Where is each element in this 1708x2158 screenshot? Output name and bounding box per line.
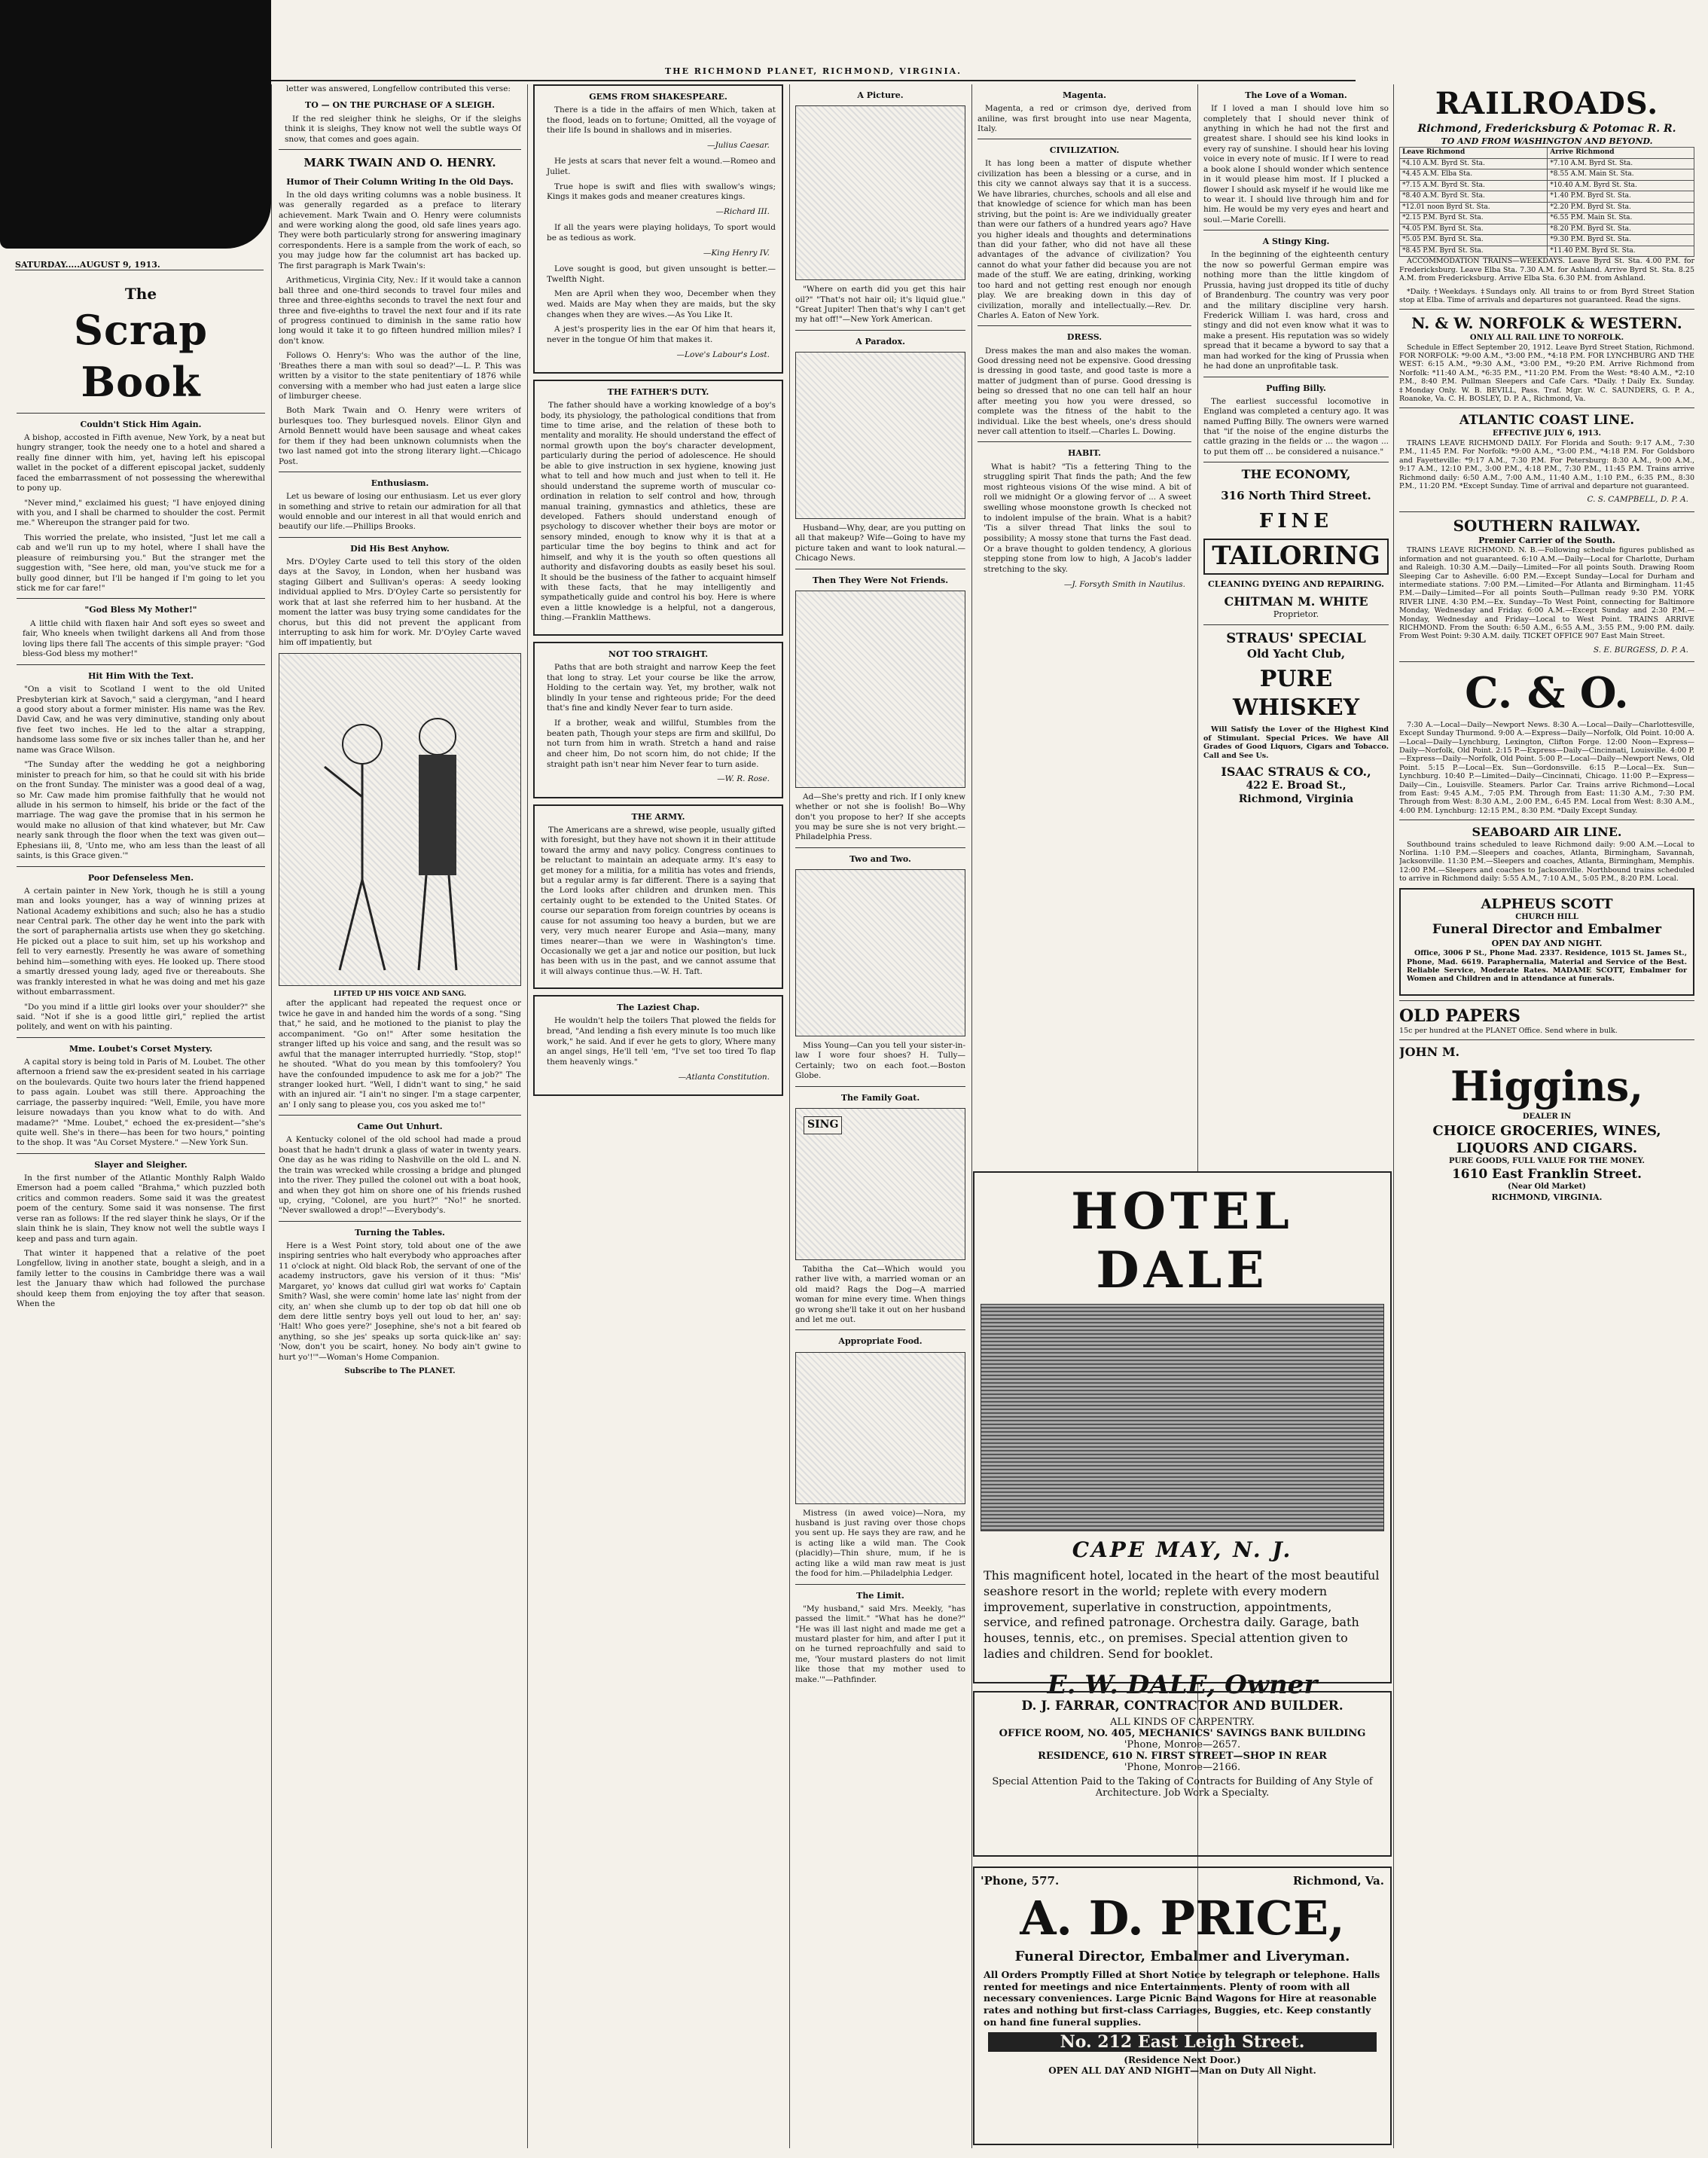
scott-title: Funeral Director and Embalmer xyxy=(1432,922,1662,938)
article-heading: HABIT. xyxy=(1068,448,1101,459)
cartoon-text: "My husband," said Mrs. Meekly, "has passed the limit." "What has he done?" "He was ill last night and made me get a mustard plaster for him, and after I put it on he turned reproachfully and said to me, 'Your mustard plasters do not limit like those that my mother used to make.'"—Pathfinder. xyxy=(795,1604,965,1684)
higgins-address: 1610 East Franklin Street. xyxy=(1451,1166,1642,1182)
cartoon-title: Appropriate Food. xyxy=(838,1336,923,1347)
farrar-line: ALL KINDS OF CARPENTRY. xyxy=(1109,1717,1255,1728)
box-heading: The Laziest Chap. xyxy=(617,1003,700,1013)
article-body: Here is a West Point story, told about one of the awe inspiring sentries who halt everybody who approaches after 11 o'clock at night. Old black Rob, the servant of one of the academy instructors, gave his version of it thus: "Mis' Margaret, yo' knows dat cullud girl wat works fo' Captain Smith? Wasl, she were comin' home late las' night from der city, an' when she clumb up to der top ob dat hill one ob dem dere little sentry boys yell out loud to her, an' say: 'Halt! Who goes yere?' Josephine, she's not a bit feared ob anything, so she jes' speaks up sorta quick-like an' say: 'Now, don't you be scairt, honey. No body ain't gwine to hurt yo'!'"—Woman's Home Companion. xyxy=(279,1241,521,1362)
family-goat-cartoon xyxy=(795,1108,965,1260)
column-7 xyxy=(1399,84,1694,2148)
poem-author: —J. Forsyth Smith in Nautilus. xyxy=(1063,579,1185,589)
fathers-duty-box xyxy=(533,380,783,636)
nw-subheading: ONLY ALL RAIL LINE TO NORFOLK. xyxy=(1469,333,1624,342)
timetable-cell: *7.10 A.M. Byrd St. Sta. xyxy=(1548,158,1694,169)
hotel-owner: E. W. DALE, Owner xyxy=(1047,1669,1318,1700)
poem-text: A little child with flaxen hair And soft eyes so sweet and fair, Who kneels when twilight darkens all And from those loving lips there fall The accents of this simple prayer: "God bless-God bless my mother!" xyxy=(23,618,265,659)
article-heading: Turning the Tables. xyxy=(355,1227,445,1238)
article-heading: Couldn't Stick Him Again. xyxy=(80,419,202,429)
price-ad xyxy=(973,1867,1392,2145)
economy-ad-address: 316 North Third Street. xyxy=(1221,488,1371,502)
farrar-line: RESIDENCE, 610 N. FIRST STREET—SHOP IN REAR xyxy=(1038,1751,1327,1762)
seaboard-heading: SEABOARD AIR LINE. xyxy=(1472,825,1622,840)
article-body: This worried the prelate, who insisted, "Just let me call a cab and we'll run up to my hotel, where I shall have the pleasure of reimbursing you." But the stranger met the suggestion with, "See here, old man, you've stuck me for a bully good dinner, but I'll be hanged if I'm going to let you stick me for car fare!" xyxy=(17,533,265,594)
column-rule xyxy=(527,84,528,2148)
quote-source: —Richard III. xyxy=(715,207,770,216)
hotel-title: HOTEL DALE xyxy=(1071,1182,1294,1299)
singer-illustration xyxy=(279,653,521,986)
higgins-dealer: DEALER IN xyxy=(1522,1112,1572,1121)
article-body: The father should have a working knowledge of a boy's body, its physiology, the pathological conditions that from time to time arise, and the relation of these both to mentality and morality. He should understand the effect of normal growth upon the boy's character development, particularly during the period of adolescence. He should be able to give instruction in sex hygiene, knowing just what to tell and how much and just when to tell it. He should understand the supreme worth of muscular co-ordination in relation to self control and how, through manual training, gymnastics and athletics, these are developed. Fathers should understand enough of psychology to discover whether their boys are motor or sensory minded, enough to know why it is that at a particular time the boy begins to think and act for himself, and why it is the youth so often questions all authority and disfavoring doubts as easily beset his soul. It should be the business of the father to acquaint himself with these facts, that he may intelligently and sympathetically guide and control his boy. Here is where even a little knowledge is a helpful, not a dangerous, thing.—Franklin Matthews. xyxy=(541,401,776,623)
straus-ad-club: Old Yacht Club, xyxy=(1246,647,1346,661)
timetable-row xyxy=(1400,213,1694,224)
timetable-cell: *6.55 P.M. Main St. Sta. xyxy=(1548,213,1694,224)
timetable-cell: *4.45 A.M. Elba Sta. xyxy=(1400,169,1548,181)
article-body: A Kentucky colonel of the old school had made a proud boast that he hadn't drunk a glass of water in twenty years. One day as he was riding to Nashville on the old L. and N. the train was wrecked while crossing a bridge and plunged into the river. They pulled the colonel out with a boat hook, and when they got him on shore one of his friends rushed up, crying, "Colonel, are you hurt?" "No!" he snorted. "Never swallowed a drop!"—Everybody's. xyxy=(279,1135,521,1216)
cartoon-title: Two and Two. xyxy=(849,853,911,864)
economy-ad-title: THE ECONOMY, xyxy=(1241,467,1351,482)
cartoon-title: Then They Were Not Friends. xyxy=(812,575,949,585)
higgins-name: Higgins, xyxy=(1450,1061,1644,1110)
friends-cartoon xyxy=(795,591,965,788)
box-heading: THE FATHER'S DUTY. xyxy=(607,387,709,398)
quote-text: True hope is swift and flies with swallow's wings; Kings it makes gods and meaner creatures kings. xyxy=(547,182,776,202)
article-body: letter was answered, Longfellow contributed this verse: xyxy=(286,84,511,93)
timetable-cell: *8.40 A.M. Byrd St. Sta. xyxy=(1400,191,1548,203)
straus-ad-company: ISAAC STRAUS & CO., xyxy=(1221,764,1371,779)
price-hours: OPEN ALL DAY AND NIGHT—Man on Duty All Night. xyxy=(1048,2065,1316,2077)
timetable-header: Arrive Richmond xyxy=(1548,148,1694,159)
acl-subheading: EFFECTIVE JULY 6, 1913. xyxy=(1492,429,1602,438)
timetable-cell: *8.20 P.M. Byrd St. Sta. xyxy=(1548,224,1694,235)
article-heading: Hit Him With the Text. xyxy=(87,671,194,682)
acl-signature: C. S. CAMPBELL, D. P. A. xyxy=(1587,495,1688,505)
quote-text: Men are April when they woo, December when they wed. Maids are May when they are maids, but the sky changes when they are wives.—As You Like It. xyxy=(547,289,776,319)
economy-ad-proprietor: Proprietor. xyxy=(1273,609,1319,620)
timetable-cell: *4.05 P.M. Byrd St. Sta. xyxy=(1400,224,1548,235)
scrapbook-title: Scrap Book xyxy=(73,305,209,406)
cartoon-sign: SING xyxy=(804,1116,842,1134)
price-phone: 'Phone, 577. xyxy=(981,1874,1060,1888)
timetable-row xyxy=(1400,235,1694,246)
price-name: A. D. PRICE, xyxy=(1020,1891,1345,1946)
timetable-row xyxy=(1400,246,1694,257)
timetable-cell: *9.30 P.M. Byrd St. Sta. xyxy=(1548,235,1694,246)
quote-text: There is a tide in the affairs of men Which, taken at the flood, leads on to fortune; Omitted, all the voyage of their life Is bound in shallows and in miseries. xyxy=(547,105,776,136)
column-rule xyxy=(1393,84,1394,2148)
price-body: All Orders Promptly Filled at Short Notice by telegraph or telephone. Halls rented for meetings and nice Entertainments. Plenty of room with all necessary conveniences. Large Picnic Band Wagons for Hire at reasonable rates and nothing but first-class Carriages, Buggies, etc. Keep constantly on hand fine funeral supplies. xyxy=(984,1969,1380,2028)
straus-ad-title: STRAUS' SPECIAL xyxy=(1226,630,1366,647)
nw-heading: N. & W. NORFOLK & WESTERN. xyxy=(1411,314,1682,333)
article-body: The Americans are a shrewd, wise people, usually gifted with foresight, but they have not shown it in their attitude toward the army and navy policy. Congress continues to be reluctant to maintain an adequate army. It's easy to get money for a militia, for a militia has votes and friends, but a regular army is far different. There is a saying that the Lord looks after children and drunken men. This certainly ought to be extended to the United States. Of course our separation from foreign countries by oceans is cause for not assuming too heavy a burden, but we are very, very much nearer Europe and Asia—many, many times nearer—than we were in Washington's time. Occasionally we get a jar and notice our position, but luck has been with us in the past, and we cannot assume that it will always continue thus.—W. H. Taft. xyxy=(541,825,776,976)
column-rule xyxy=(789,84,790,2148)
article-heading: CIVILIZATION. xyxy=(1049,145,1120,156)
cartoon-text: Husband—Why, dear, are you putting on all that makeup? Wife—Going to have my picture taken and want to look natural.—Chicago News. xyxy=(795,523,965,563)
article-heading: Came Out Unhurt. xyxy=(357,1122,443,1132)
timetable-row xyxy=(1400,224,1694,235)
quote-source: —Love's Labour's Lost. xyxy=(676,349,770,359)
farrar-name: D. J. FARRAR, CONTRACTOR AND BUILDER. xyxy=(1021,1699,1344,1714)
scott-open: OPEN DAY AND NIGHT. xyxy=(1491,939,1603,949)
article-body: "The Sunday after the wedding he got a neighboring minister to preach for him, so that he could sit with his bride on the front Sunday. The minister was a good deal of a wag, so Mr. Caw made him promise faithfully that he would not allude in his sermon to himself, his bride or the fact of the marriage. The wag gave the promise that in his sermon he would make no allusion of that kind whatever, but Mr. Caw nearly sank through the floor when the text was given out—Ephesians iii, 8, 'Unto me, who am less than the least of all saints, is this Grace given.'" xyxy=(17,760,265,861)
higgins-near: (Near Old Market) xyxy=(1508,1183,1586,1192)
article-body: Let us beware of losing our enthusiasm. Let us ever glory in something and strive to retain our admiration for all that would ennoble and our interest in all that would enrich and beautify our life.—Phillips Brooks. xyxy=(279,492,521,532)
column-4 xyxy=(795,84,965,2148)
article-body: In the first number of the Atlantic Monthly Ralph Waldo Emerson had a poem called "Brahma," which puzzled both critics and common readers. Some said it was the greatest poem of the century. Some said it was nonsense. The first verse ran as follows: If the red slayer think he slays, Or if the slain think he is slain, They know not well the subtle ways I keep and pass and turn again. xyxy=(17,1173,265,1244)
poem-text: Paths that are both straight and narrow Keep the feet that long to stray. Let your course be like the arrow, Holding to the certain way. Yet, my brother, walk not blindly In your tense and righteous pride; For the deed that's fine and kindly Never fear to turn aside. xyxy=(547,662,776,713)
scott-location: CHURCH HILL xyxy=(1515,912,1578,921)
nw-schedule: Schedule in Effect September 20, 1912. Leave Byrd Street Station, Richmond. FOR NORFOLK: *9:00 A.M., *3:00 P.M., *4:18 P.M. FOR LYNCHBURG AND THE WEST: 6:15 A.M., *9:30 A.M., *3:00 P.M., *9:20 P.M. Arrive Richmond from Norfolk: *11:40 A.M., *6:35 P.M., *11:20 P.M. From the West: *8:40 A.M., *2:10 P.M., 8:40 P.M. Pullman Sleepers and Cafe Cars. *Daily. †Daily Ex. Sunday. ‡Monday Only. W. B. BEVILL, Pass. Traf. Mgr. W. C. SAUNDERS, G. P. A., Roanoke, Va. C. H. BOSLEY, D. P. A., Richmond, Va. xyxy=(1399,343,1694,404)
straus-ad-whiskey: PURE WHISKEY xyxy=(1232,665,1360,722)
rfp-subheading: TO AND FROM WASHINGTON AND BEYOND. xyxy=(1441,136,1653,147)
singer-drawing xyxy=(279,654,520,985)
economy-ad-owner: CHITMAN M. WHITE xyxy=(1224,594,1368,609)
column-3 xyxy=(533,84,783,2148)
old-papers-title: OLD PAPERS xyxy=(1399,1006,1520,1026)
article-body: If I loved a man I should love him so completely that I should never think of anything in which he had not the first and greatest share. I should see his kind looks in every ray of sunshine. I should hear his loving voice in every note of music. If I were to read a book alone I should wonder which sentence in it would please him most. If I plucked a flower I should ask myself if he would like me to wear it. I should live through him and for him. He would be my very eyes and heart and soul.—Marie Corelli. xyxy=(1203,104,1389,224)
timetable-cell: *8.55 A.M. Main St. Sta. xyxy=(1548,169,1694,181)
railroads-title: RAILROADS. xyxy=(1435,86,1659,121)
straus-ad-body: Will Satisfy the Lover of the Highest Kind of Stimulant. Special Prices. We have All Grades of Good Liquors, Cigars and Tobacco. Call and See Us. xyxy=(1203,725,1389,760)
farrar-ad xyxy=(973,1691,1392,1857)
article-heading: Slayer and Sleigher. xyxy=(94,1159,188,1170)
higgins-first-name: JOHN M. xyxy=(1399,1045,1460,1060)
article-body: "Never mind," exclaimed his guest; "I have enjoyed dining with you, and I shall be charmed to shoulder the cost. Permit me." Whereupon the stranger paid for two. xyxy=(17,498,265,528)
article-body: In the old days writing columns was a noble business. It was generally regarded as a preface to literary achievement. Mark Twain and O. Henry were columnists and were working along the good, old safe lines years ago. They were both particularly strong for answering imaginary correspondents. Here is a sample from the work of each, so you may judge how far the columnist art has backed up. The first paragraph is Mark Twain's: xyxy=(279,190,521,270)
timetable-cell: *12.01 noon Byrd St. Sta. xyxy=(1400,202,1548,213)
verse-text: If the red sleigher think he sleighs, Or if the sleighs think it is sleighs, They know not well the subtle ways Of snow, that comes and goes again. xyxy=(285,114,521,144)
timetable-header: Leave Richmond xyxy=(1400,148,1548,159)
southern-subheading: Premier Carrier of the South. xyxy=(1478,536,1615,546)
verse-heading: TO — ON THE PURCHASE OF A SLEIGH. xyxy=(305,100,495,111)
rfp-heading: Richmond, Fredericksburg & Potomac R. R. xyxy=(1417,123,1676,136)
timetable-cell: *1.40 P.M. Byrd St. Sta. xyxy=(1548,191,1694,203)
shakespeare-box xyxy=(533,84,783,374)
timetable-cell: *7.15 A.M. Byrd St. Sta. xyxy=(1400,180,1548,191)
article-body: Magenta, a red or crimson dye, derived from aniline, was first brought into use near Magenta, Italy. xyxy=(978,104,1191,133)
quote-source: —Julius Caesar. xyxy=(706,141,770,150)
scrapbook-the: The xyxy=(124,285,157,303)
price-subtitle: Funeral Director, Embalmer and Liveryman. xyxy=(1014,1949,1350,1964)
column-rule xyxy=(971,84,972,2148)
column-5 xyxy=(978,84,1191,1169)
economy-ad-tailoring: TAILORING xyxy=(1203,539,1389,575)
illustration-caption: LIFTED UP HIS VOICE AND SANG. xyxy=(334,990,466,998)
article-body: A certain painter in New York, though he is still a young man and looks younger, has a way of winning prizes at National Academy exhibitions and such; also he has a studio near Central park. The other day he went into the park with the sort of paraphernalia artists use when they go sketching. He picked out a place to suit him, set up his workshop and fell to very earnestly. Presently he was aware of something behind him—something with eyes. He looked up. There stood a smartly dressed young lady, aged five or thereabouts. She was frankly interested in what he was doing and met his gaze without embarrassment. xyxy=(17,886,265,997)
article-body: A capital story is being told in Paris of M. Loubet. The other afternoon a friend saw the ex-president seated in his carriage on the boulevards. Quite two hours later the friend happened to pass again. Loubet was still there. Approaching the carriage, the passerby inquired: "Well, Emile, you have more leisure nowadays than you know what to do with. And madame?" "Mme. Loubet," echoed the ex-president—"she's quite well. She's in there—has been for two hours," pointing to the shop. It was "Au Corset Mystere." —New York Sun. xyxy=(17,1057,265,1148)
quote-text: A jest's prosperity lies in the ear Of him that hears it, never in the tongue Of him that makes it. xyxy=(547,325,776,344)
timetable-cell: *4.10 A.M. Byrd St. Sta. xyxy=(1400,158,1548,169)
cartoon-text: Mistress (in awed voice)—Nora, my husband is just raving over those chops you sent up. He says they are raw, and he is acting like a wild man. The Cook (placidly)—Thin shure, mum, if he is acting like a wild man raw meat is just the food for him.—Philadelphia Ledger. xyxy=(795,1508,965,1579)
hotel-photo xyxy=(981,1304,1384,1531)
scott-body: Office, 3006 P St., Phone Mad. 2337. Residence, 1015 St. James St., Phone, Mad. 6619. Paraphernalia, Material and Service of the Best. Reliable Service, Moderate Rates. MADAME SCOTT, Embalmer for Women and Children and in attendance at funerals. xyxy=(1407,949,1687,984)
scott-ad xyxy=(1399,888,1694,996)
poem-author: —W. R. Rose. xyxy=(717,774,770,784)
article-subheading: Humor of Their Column Writing In the Old Days. xyxy=(286,176,514,187)
farrar-line: Special Attention Paid to the Taking of Contracts for Building of Any Style of Architecture. Job Work a Specialty. xyxy=(992,1776,1373,1799)
farrar-line: 'Phone, Monroe—2166. xyxy=(1124,1762,1241,1773)
cartoon-title: A Picture. xyxy=(857,90,904,100)
timetable-cell: *11.40 P.M. Byrd St. Sta. xyxy=(1548,246,1694,257)
article-heading: A Stingy King. xyxy=(1262,237,1330,247)
army-box xyxy=(533,804,783,990)
article-body: Mrs. D'Oyley Carte used to tell this story of the olden days at the Savoy, in London, when her husband was staging Gilbert and Sullivan's operas: A seedy looking individual applied to Mrs. D'Oyley Carte so persistently for work that at last she referred him to her husband. At the moment the latter was busy trying some candidates for the chorus, but this did not prevent the applicant from interrupting to ask him for work. Mr. D'Oyley Carte waved him off impatiently, but xyxy=(279,557,521,648)
article-heading: Did His Best Anyhow. xyxy=(350,543,450,554)
farrar-line: 'Phone, Monroe—2657. xyxy=(1124,1739,1241,1751)
higgins-pure: PURE GOODS, FULL VALUE FOR THE MONEY. xyxy=(1449,1156,1645,1165)
column-2 xyxy=(279,84,521,2148)
not-too-straight-box xyxy=(533,642,783,798)
article-body: Dress makes the man and also makes the woman. Good dressing need not be expensive. Good dressing is dressing in good taste, and good taste is more a matter of judgment than of purse. Good dressing is being so dressed that no one can tell half an hour after meeting you how you were dressed, so complete was the fitness of the habit to the individual. Like the best wheels, one's dress should never call attention to itself.—Charles L. Dowing. xyxy=(978,346,1191,437)
quote-source: —King Henry IV. xyxy=(703,248,770,258)
column-1 xyxy=(17,279,265,2147)
poem-text: If a brother, weak and willful, Stumbles from the beaten path, Though your steps are firm and skillful, Do not turn from him in wrath. Stretch a hand and raise and cheer him, Do not scorn him, do not chide; If the straight path isn't near him Never fear to turn aside. xyxy=(547,719,776,769)
two-and-two-cartoon xyxy=(795,869,965,1036)
article-body: Both Mark Twain and O. Henry were writers of burlesques too. They burlesqued novels. Elinor Glyn and Arnold Bennett would have been sausage and wheat cakes for them if they had been unknown columnists when the two last named got into the strong literary light.—Chicago Post. xyxy=(279,406,521,466)
timetable-cell: *5.05 P.M. Byrd St. Sta. xyxy=(1400,235,1548,246)
subscribe-footer: Subscribe to The PLANET. xyxy=(344,1367,456,1376)
poem-text: He wouldn't help the toilers That plowed the fields for bread, "And lending a fish every minute Is too much like work," he said. And if ever he gets to glory, Where many an angel sings, He'll tell 'em, "I've set too tired To flap them heavenly wings." xyxy=(547,1016,776,1067)
cartoon-text: Tabitha the Cat—Which would you rather live with, a married woman or an old maid? Rags the Dog—A married woman for mine every time. When things go wrong she'll take it out on her husband and let me out. xyxy=(795,1264,965,1325)
quote-text: Love sought is good, but given unsought is better.—Twelfth Night. xyxy=(547,264,776,284)
article-body: Arithmeticus, Virginia City, Nev.: If it would take a cannon ball three and one-third seconds to travel four miles and three and three-eighths seconds to travel the next four and three and five-eighths to travel the next four and if its rate of progress continued to diminish in the same ratio how long would it take it to go fifteen hundred million miles? I don't know. xyxy=(279,276,521,346)
rfp-note: *Daily. †Weekdays. ‡Sundays only. All trains to or from Byrd Street Station stop at Elba. Time of arrivals and departures not guaranteed. Read the signs. xyxy=(1399,287,1694,304)
seaboard-schedule: Southbound trains scheduled to leave Richmond daily: 9:00 A.M.—Local to Norlina. 1:10 P.M.—Sleepers and coaches, Atlanta, Birmingham, Savannah, Jacksonville. 11:30 P.M.—Sleepers and coaches, Atlanta, Birmingham, Memphis. 12:00 P.M.—Sleepers and coaches to Jacksonville. Northbound trains scheduled to arrive in Richmond daily: 5:55 A.M., 7:10 A.M., 5:05 P.M., 8:20 P.M. Local. xyxy=(1399,840,1694,884)
price-city: Richmond, Va. xyxy=(1292,1874,1384,1888)
cartoon-text: Ad—She's pretty and rich. If I only knew whether or not she is foolish! Bo—Why don't you propose to her? If she accepts you may be sure she is not very bright.—Philadelphia Press. xyxy=(795,792,965,842)
article-heading: Puffing Billy. xyxy=(1266,383,1326,393)
timetable-row xyxy=(1400,202,1694,213)
higgins-city: RICHMOND, VIRGINIA. xyxy=(1491,1192,1603,1203)
article-body: "Do you mind if a little girl looks over your shoulder?" she said. "Not if she is a good little girl," replied the artist politely, and went on with his painting. xyxy=(17,1002,265,1032)
page-masthead: THE RICHMOND PLANET, RICHMOND, VIRGINIA. xyxy=(271,66,1356,81)
column-rule xyxy=(271,84,272,2148)
timetable-row xyxy=(1400,180,1694,191)
box-heading: GEMS FROM SHAKESPEARE. xyxy=(589,92,727,102)
co-schedule: 7:30 A.—Local—Daily—Newport News. 8:30 A.—Local—Daily—Charlottesville, Except Sunday Thurmond. 9:00 A.—Express—Daily—Norfolk, Old Point. 10:00 A.—Local—Daily—Lynchburg, Lexington, Clifton Forge. 12:00 Noon—Express—Daily—Norfolk, Old Point. 2:15 P.—Express—Daily—Cincinnati, Louisville. 4:00 P.—Express—Daily—Norfolk, Old Point. 5:00 P.—Local—Daily—Newport News, Old Point. 5:15 P.—Local—Ex. Sun—Gordonsville. 6:15 P.—Local—Ex. Sun—Lynchburg. 10:40 P.—Limited—Daily—Cincinnati, Chicago. 11:00 P.—Express—Daily—Cin., Louisville. Steamers. Parlor Car. Trains arrive Richmond—Local from East: 9:45 A.M., 7:05 P.M. Through from East: 11:30 A.M., 7:30 P.M. Through from West: 8:30 A.M., 2:00 P.M., 6:45 P.M. Local from West: 8:30 A.M., 4:00 P.M. Lynchburg: 12:15 P.M., 8:30 P.M. *Daily Except Sunday. xyxy=(1399,720,1694,815)
article-body: Follows O. Henry's: Who was the author of the line, 'Breathes there a man with soul so dead?'—L. P. This was written by a visitor to the state penitentiary of 1876 while conversing with a member who had just eaten a large slice of limburger cheese. xyxy=(279,351,521,401)
southern-heading: SOUTHERN RAILWAY. xyxy=(1453,516,1641,535)
article-body: That winter it happened that a relative of the poet Longfellow, living in another state, bought a sleigh, and in a family letter to the cousins in Cambridge there was a wail lest the January thaw which had followed the purchase should keep them from enjoying the toy after that season. When the xyxy=(17,1248,265,1309)
appropriate-food-cartoon xyxy=(795,1352,965,1504)
article-heading: Enthusiasm. xyxy=(371,478,429,489)
cartoon-title: The Family Goat. xyxy=(840,1092,920,1103)
laziest-chap-box xyxy=(533,995,783,1096)
article-heading: Magenta. xyxy=(1062,90,1107,100)
rfp-accommodation: ACCOMMODATION TRAINS—WEEKDAYS. Leave Byrd St. Sta. 4.00 P.M. for Fredericksburg. Leave Elba Sta. 7.30 A.M. for Ashland. Arrive Byrd St. Sta. 8.25 A.M. from Fredericksburg. Arrive Elba Sta. 6.30 P.M. from Ashland. xyxy=(1399,257,1694,283)
hotel-description: This magnificent hotel, located in the heart of the most beautiful seashore resort in the world; replete with every modern improvement, superlative in construction, appointments, service, and refined patronage. Orchestra daily. Garage, bath houses, tennis, etc., on premises. Special attention given to ladies and children. Send for booklet. xyxy=(984,1568,1380,1661)
hotel-location: CAPE MAY, N. J. xyxy=(1072,1537,1293,1562)
southern-schedule: TRAINS LEAVE RICHMOND. N. B.—Following schedule figures published as information and not guaranteed. 6:10 A.M.—Daily—Local for Charlotte, Durham and Raleigh. 10:30 A.M.—Daily—Limited—For all points South. Drawing Room Sleeping Car to Asheville. 6:00 P.M.—Except Sunday—Local for Durham and intermediate stations. 7:00 P.M.—Limited—For Atlanta and Birmingham. 11:45 P.M.—Daily—Limited—For all points South—Pullman ready 9:30 P.M. YORK RIVER LINE. 4:30 P.M.—Ex. Sunday—To West Point, connecting for Baltimore Monday, Wednesday and Friday. 6:00 A.M.—Except Sunday and 2:30 P.M.—Monday, Wednesday and Friday—Local to West Point. TRAINS ARRIVE RICHMOND. From the South: 6:50 A.M., 6:55 A.M., 3:55 P.M., 9:00 P.M. daily. From West Point: 9:30 A.M. daily. TICKET OFFICE 907 East Main Street. xyxy=(1399,546,1694,641)
straus-ad-city: Richmond, Virginia xyxy=(1238,793,1354,806)
article-body: It has long been a matter of dispute whether civilization has been a blessing or a curse, and in this city we cannot always say that it is a success. We have libraries, churches, schools and all else and that knowledge of science for which man has been striving, but the point is: Are we individually greater than were our fathers of a hundred years ago? Have you higher ideals and thoughts and determinations than did your father, who did not have all these advantages of the advance of civilization? You cannot do what your father did because you are not made of the stuff. We are eating, drinking, working too hard and not getting rest enough nor enough play. We are breaking down in this day of civilization, morally and intellectually.—Rev. Dr. Charles A. Eaton of New York. xyxy=(978,159,1191,321)
article-heading: The Love of a Woman. xyxy=(1245,90,1347,100)
acl-heading: ATLANTIC COAST LINE. xyxy=(1459,413,1635,429)
farrar-line: OFFICE ROOM, NO. 405, MECHANICS' SAVINGS BANK BUILDING xyxy=(999,1728,1366,1739)
old-papers-note: 15c per hundred at the PLANET Office. Send where in bulk. xyxy=(1399,1026,1618,1035)
poem-author: —Atlanta Constitution. xyxy=(678,1072,770,1082)
hotel-dale-ad xyxy=(973,1171,1392,1700)
timetable-row xyxy=(1400,169,1694,181)
cartoon-text: Miss Young—Can you tell your sister-in-law I wore four shoes? H. Tully—Certainly; two on each foot.—Boston Globe. xyxy=(795,1041,965,1081)
box-heading: NOT TOO STRAIGHT. xyxy=(608,649,709,659)
economy-ad-fine: FINE xyxy=(1258,510,1334,533)
article-body: "On a visit to Scotland I went to the old United Presbyterian kirk at Savoch," said a clergyman, "and I heard a good story about a former minister. His name was the Rev. David Caw, and he was very diminutive, standing only about five feet two inches. He led to the altar a strapping, handsome lass some five or six inches taller than he, and her name was Grace Wilson. xyxy=(17,685,265,755)
co-heading: C. & O. xyxy=(1465,668,1629,719)
price-residence: (Residence Next Door.) xyxy=(1124,2055,1241,2066)
scott-name: ALPHEUS SCOTT xyxy=(1481,896,1613,912)
economy-ad-services: CLEANING DYEING AND REPAIRING. xyxy=(1208,578,1384,589)
article-body: A bishop, accosted in Fifth avenue, New York, by a neat but hungry stranger, took the needy one to a hotel and shared a really fine dinner with him, yet, having left his episcopal wallet in the pocket of a different episcopal jacket, suddenly faced the embarrassment of not possessing the wherewithal to pony up. xyxy=(17,432,265,493)
article-heading: Mme. Loubet's Corset Mystery. xyxy=(69,1043,213,1054)
box-heading: THE ARMY. xyxy=(631,811,685,822)
article-heading: MARK TWAIN AND O. HENRY. xyxy=(303,156,496,170)
straus-ad-address: 422 E. Broad St., xyxy=(1246,780,1347,792)
southern-signature: S. E. BURGESS, D. P. A. xyxy=(1593,645,1688,655)
higgins-goods: CHOICE GROCERIES, WINES, LIQUORS AND CIGARS. xyxy=(1432,1122,1661,1156)
acl-schedule: TRAINS LEAVE RICHMOND DAILY. For Florida and South: 9:17 A.M., 7:30 P.M., 11:45 P.M. For Norfolk: *9:00 A.M., *3:00 P.M., *4:18 P.M. For Goldsboro and Fayetteville: *9:17 A.M., 7:30 P.M. For Petersburg: 8:30 A.M., 9:00 A.M., 9:17 A.M., 12:10 P.M., 3:00 P.M., 4:18 P.M., 7:30 P.M., 11:45 P.M. Trains arrive Richmond daily: 6:50 A.M., 7:00 A.M., 11:40 A.M., 1:10 P.M., 6:35 P.M., 8:30 P.M., 11:20 P.M. *Except Sunday. Time of arrival and departure not guaranteed. xyxy=(1399,438,1694,490)
timetable-row xyxy=(1400,158,1694,169)
timetable-cell: *2.15 P.M. Byrd St. Sta. xyxy=(1400,213,1548,224)
cartoon-text: "Where on earth did you get this hair oil?" "That's not hair oil; it's liquid glue." "Great Jupiter! Then that's why I can't get my hat off!"—New York American. xyxy=(795,285,965,325)
cartoon-title: The Limit. xyxy=(856,1590,904,1601)
quote-text: He jests at scars that never felt a wound.—Romeo and Juliet. xyxy=(547,157,776,177)
column-6 xyxy=(1203,84,1389,1169)
article-body: The earliest successful locomotive in England was completed a century ago. It was named Puffing Billy. The owners were warned that "if the noise of the engine disturbs the cattle grazing in the fields or ... the wagon ... to put them off ... be considered a nuisance." xyxy=(1203,396,1389,456)
ink-blot xyxy=(0,0,271,249)
rfp-timetable xyxy=(1399,147,1694,257)
dateline: SATURDAY.....AUGUST 9, 1913. xyxy=(15,260,264,270)
quote-text: If all the years were playing holidays, To sport would be as tedious as work. xyxy=(547,223,776,243)
timetable-cell: *10.40 A.M. Byrd St. Sta. xyxy=(1548,180,1694,191)
article-body: In the beginning of the eighteenth century the now so powerful German empire was nothing more than the little kingdom of Prussia, having just dropped its title of duchy of Brandenburg. The country was very poor and the military discipline very harsh. Frederick William I. was hard, cross and stingy and did not even know what it was to make a present. His reputation was so widely spread that it became a byword to say that a man had worked for the king of Prussia when he had done an unprofitable task. xyxy=(1203,250,1389,371)
price-address: No. 212 East Leigh Street. xyxy=(988,2032,1377,2052)
timetable-cell: *8.45 P.M. Byrd St. Sta. xyxy=(1400,246,1548,257)
picture-cartoon xyxy=(795,105,965,280)
article-body: after the applicant had repeated the request once or twice he gave in and handed him the words of a song. "Sing that," he said, and he motioned to the pianist to play the accompaniment. "Go on!" After some hesitation the stranger lifted up his voice and sang, and the result was so awful that the manager interrupted hurriedly. "Stop, stop!" he shouted. "What do you mean by this tomfoolery? You have the confounded impudence to ask me for a job?" The stranger looked hurt. "Well, I didn't want to sing," he said with an injured air. "I ain't no singer. I'm a stage carpenter, an' I only sang to please you, cos you asked me to!" xyxy=(279,999,521,1110)
timetable-cell: *2.20 P.M. Byrd St. Sta. xyxy=(1548,202,1694,213)
paradox-cartoon xyxy=(795,352,965,519)
article-heading: "God Bless My Mother!" xyxy=(84,605,197,615)
article-heading: Poor Defenseless Men. xyxy=(87,872,194,883)
cartoon-title: A Paradox. xyxy=(856,336,905,346)
article-heading: DRESS. xyxy=(1066,332,1103,343)
poem-text: What is habit? "Tis a fettering Thing to the struggling spirit That finds the path; And the few most righteous visions Of the wise mind. A bit of roll we midnight Or a glowing fervor of ... A sweet swelling whose moonstone growth Is checked not to indolent impulse of the brain. What is a habit? 'Tis a silver thread That links the soul to possibility; A mossy stone that turns the Fast dead. Or a brave thought to golden tendency, A glorious stepping stone from low to high, A Jacob's ladder stretching to the sky. xyxy=(984,462,1191,574)
timetable-row xyxy=(1400,191,1694,203)
